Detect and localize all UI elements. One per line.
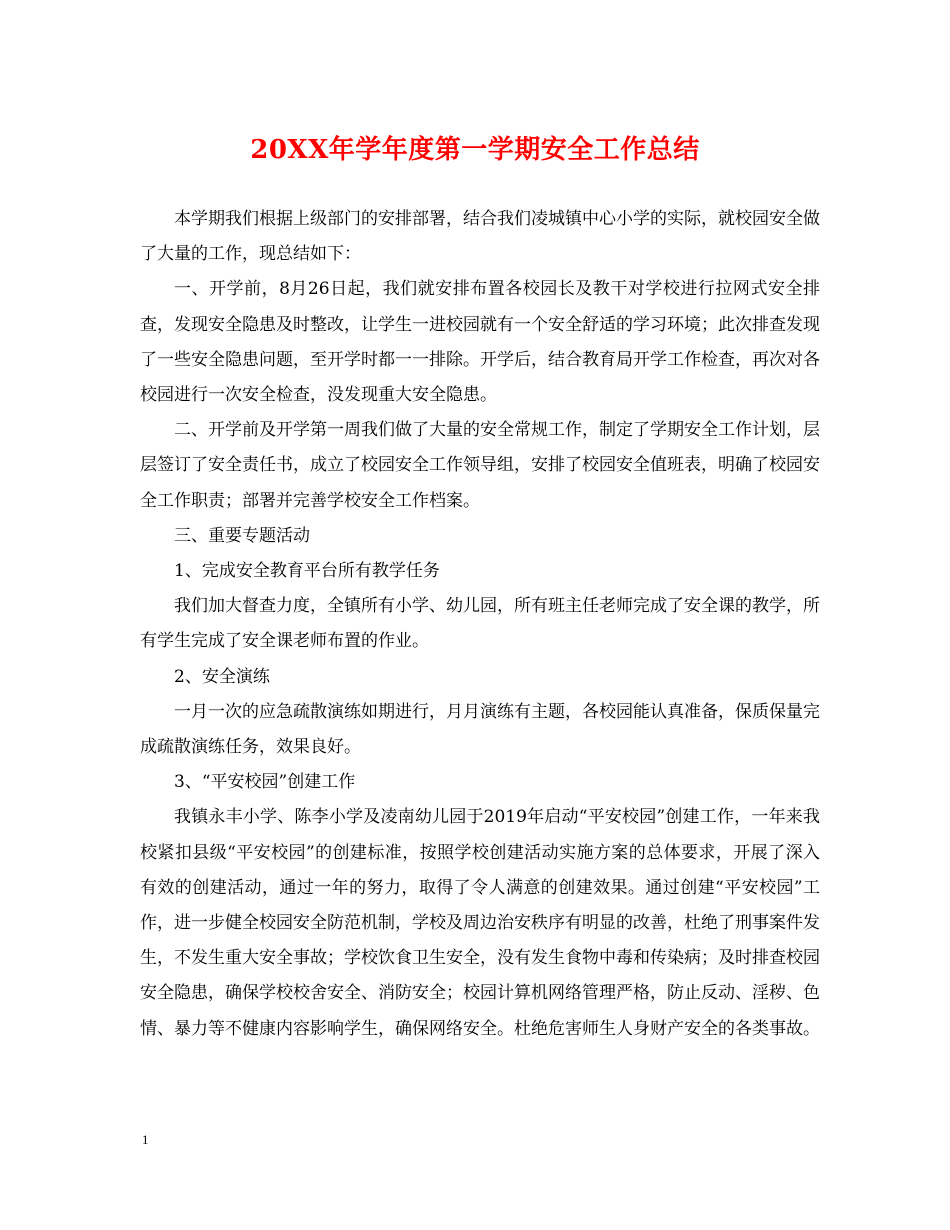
document-body	[140, 202, 820, 1047]
paragraph-intro: 本学期我们根据上级部门的安排部署，结合我们凌城镇中心小学的实际，就校园安全做了大量的工作，现总结如下：	[140, 209, 820, 265]
heading-section-3: 三、重要专题活动	[174, 525, 310, 546]
paragraph-subsection-1: 我们加大督查力度，全镇所有小学、幼儿园，所有班主任老师完成了安全课的教学，所有学生完成了安全课老师布置的作业。	[140, 596, 820, 652]
page-number: 1	[142, 1132, 149, 1147]
paragraph-subsection-2: 一月一次的应急疏散演练如期进行，月月演练有主题，各校园能认真准备，保质保量完成疏散演练任务，效果良好。	[140, 701, 820, 758]
paragraph-subsection-3: 我镇永丰小学、陈李小学及凌南幼儿园于2019年启动“平安校园”创建工作，一年来我校紧扣县级“平安校园”的创建标准，按照学校创建活动实施方案的总体要求，开展了深入有效的创建活动，通过一年的努力，取得了令人满意的创建效果。通过创建“平安校园”工作，进一步健全校园安全防范机制，学校及周边治安秩序有明显的改善，杜绝了刑事案件发生，不发生重大安全事故；学校饮食卫生安全，没有发生食物中毒和传染病；及时排查校园安全隐患，确保学校校舍安全、消防安全；校园计算机网络管理严格，防止反动、淫秽、色情、暴力等不健康内容影响学生，确保网络安全。杜绝危害师生人身财产安全的各类事故。	[140, 807, 820, 1039]
subheading-1: 1、完成安全教育平台所有教学任务	[174, 561, 440, 582]
document-title: 20XX年学年度第一学期安全工作总结	[250, 135, 700, 165]
paragraph-section-2: 二、开学前及开学第一周我们做了大量的安全常规工作，制定了学期安全工作计划，层层签订了安全责任书，成立了校园安全工作领导组，安排了校园安全值班表，明确了校园安全工作职责；部署并完善学校安全工作档案。	[140, 420, 820, 511]
paragraph-section-1: 一、开学前，8月26日起，我们就安排布置各校园长及教干对学校进行拉网式安全排查，发现安全隐患及时整改，让学生一进校园就有一个安全舒适的学习环境；此次排查发现了一些安全隐患问题，至开学时都一一排除。开学后，结合教育局开学工作检查，再次对各校园进行一次安全检查，没发现重大安全隐患。	[140, 279, 820, 406]
subheading-3: 3、“平安校园”创建工作	[174, 772, 356, 793]
subheading-2: 2、安全演练	[174, 666, 270, 687]
